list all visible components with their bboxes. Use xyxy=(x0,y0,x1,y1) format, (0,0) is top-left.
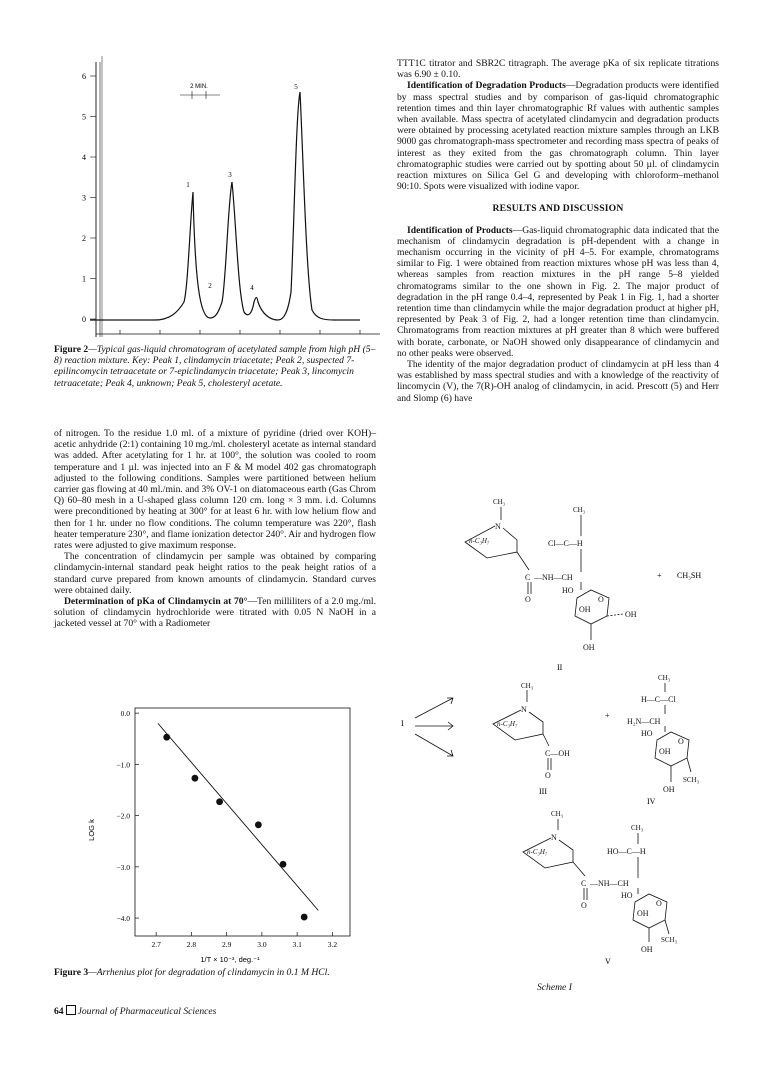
svg-text:n-C₃H₇: n-C₃H₇ xyxy=(527,848,548,856)
svg-text:CH₃: CH₃ xyxy=(573,506,586,514)
svg-text:—NH—CH: —NH—CH xyxy=(534,573,573,582)
y-tick-label: 4 xyxy=(82,153,86,162)
svg-text:HO: HO xyxy=(621,891,633,900)
svg-text:CH₃: CH₃ xyxy=(631,824,644,832)
svg-text:OH: OH xyxy=(663,785,675,794)
y-tick-label: −2.0 xyxy=(116,811,130,821)
data-point xyxy=(216,798,223,805)
plus-sign-2: + xyxy=(605,711,610,720)
data-point xyxy=(163,734,170,741)
data-point xyxy=(192,775,199,782)
svg-text:HO—C—H: HO—C—H xyxy=(607,847,646,856)
peak-label: 5 xyxy=(294,83,298,91)
figure3-arrhenius-plot xyxy=(80,700,370,965)
page-number: 64 xyxy=(54,1006,64,1017)
svg-text:OH: OH xyxy=(625,610,637,619)
svg-text:n-C₃H₇: n-C₃H₇ xyxy=(469,537,490,545)
svg-text:H₂N—CH: H₂N—CH xyxy=(627,717,661,726)
svg-text:OH: OH xyxy=(637,909,649,918)
scheme-caption: Scheme I xyxy=(537,982,572,993)
data-point xyxy=(255,821,262,828)
y-tick-label: 0.0 xyxy=(120,709,130,719)
svg-text:—NH—CH: —NH—CH xyxy=(590,879,629,888)
methods-paragraph-2: The concentration of clindamycin per sample was obtained by comparing clindamycin-internal standard peak height ratios to the peak height ratios of a standard curve prepared from known amounts of clindamycin. Standard curves were obtained daily. xyxy=(54,551,376,596)
scheme-1-structures xyxy=(395,490,725,1000)
svg-text:OH: OH xyxy=(659,747,671,756)
time-scale-marker xyxy=(180,84,220,99)
identification-heading: Identification of Degradation Products xyxy=(407,80,566,92)
svg-text:N: N xyxy=(521,705,527,714)
label-III: III xyxy=(539,787,547,796)
svg-text:O: O xyxy=(598,595,604,604)
svg-text:Cl—C—H: Cl—C—H xyxy=(548,539,583,548)
scale-label: 2 MIN. xyxy=(190,84,208,90)
svg-text:C: C xyxy=(525,573,531,582)
methanethiol-label: CH₃SH xyxy=(677,571,702,580)
svg-text:O: O xyxy=(581,901,587,910)
figure2-caption: Figure 2—Typical gas-liquid chromatogram of acetylated sample from high pH (5–8) reaction mixture. Key: Peak 1, clindamycin triacetate; Peak 2, suspected 7-epilincomycin tetraacetate or 7-epiclindamycin triacetate; Peak 3, lincomycin tetraacetate; Peak 4, unknown; Peak 5, cholesteryl acetate. xyxy=(54,344,376,389)
svg-text:SCH₃: SCH₃ xyxy=(661,936,678,944)
svg-text:HO: HO xyxy=(641,729,653,738)
products-heading: Identification of Products xyxy=(407,224,513,236)
structure-II xyxy=(465,498,637,652)
svg-text:C—OH: C—OH xyxy=(545,749,570,758)
x-tick-label: 2.9 xyxy=(221,940,232,949)
page-footer xyxy=(54,1005,216,1017)
x-tick-label: 2.8 xyxy=(186,940,197,949)
journal-name: Journal of Pharmaceutical Sciences xyxy=(77,1006,217,1017)
reaction-arrows xyxy=(415,698,453,756)
svg-text:OH: OH xyxy=(641,945,653,954)
figure3-caption: Figure 3—Arrhenius plot for degradation of clindamycin in 0.1 M HCl. xyxy=(54,967,330,978)
label-II: II xyxy=(557,663,563,672)
svg-text:SCH₃: SCH₃ xyxy=(683,776,700,784)
y-axis-label: LOG k xyxy=(87,819,96,841)
y-tick-label: −3.0 xyxy=(116,862,130,872)
x-tick-label: 3.0 xyxy=(257,940,267,949)
data-point xyxy=(280,861,287,868)
svg-text:H—C—Cl: H—C—Cl xyxy=(641,695,676,704)
data-point xyxy=(301,914,308,921)
chromatogram-trace xyxy=(90,92,360,320)
right-column-text: TTT1C titrator and SBR2C titragraph. The average pKa of six replicate titrations was 6.90 ± 0.10. Identification of Degradation Products—Degradation products were identified by mass spectral studies and by comparison of gas-liquid chromatographic retention times and thin layer chromatographic Rf values with authentic samples when available. Mass spectra of acetylated clindamycin and degradation products were obtained by processing acetylated reaction mixture samples through an LKB 9000 gas chromatograph-mass spectrometer and recording mass spectra of peaks of interest as they exited from the gas chromatograph column. Thin layer chromatographic studies were carried out by spotting about 50 µl. of clindamycin reaction mixtures on Silica Gel G and developing with chloroform–methanol 90:10. Spots were visualized with iodine vapor. RESULTS AND DISCUSSION Identification of Products—Gas-liquid chromatographic data indicated that the mechanism of clindamycin degradation is pH-dependent with a change in mechanism occurring in the vicinity of pH 4–5. For example, chromatograms similar to Fig. 1 were obtained from reaction mixtures whose pH was less than 4, whereas samples from reaction mixtures in the pH range 5–8 yielded chromatograms similar to the one shown in Fig. 2. The major product of degradation in the pH range 0.4–4, represented by Peak 1 in Fig. 1, had a shorter retention time than clindamycin while the major degradation product at higher pH, represented by Peak 3 of Fig. 2, had a longer retention time than clindamycin. Chromatograms from reaction mixtures at pH greater than 8 which were buffered with borate, carbonate, or NaOH showed only disappearance of clindamycin and no other peaks were observed. The identity of the major degradation product of clindamycin at pH less than 4 was established by mass spectral studies and with a knowledge of the reactivity of lincomycin (V), the 7(R)-OH analog of clindamycin, in acid. Prescott (5) and Herr and Slomp (6) have xyxy=(397,58,719,404)
pka-text: —Ten milliliters of a 2.0 mg./ml. solution of clindamycin hydrochloride were titrated with 0.05 N NaOH in a jacketed vessel at 70° with a Radiometer xyxy=(54,596,376,630)
label-I: I xyxy=(401,719,404,728)
titration-text: TTT1C titrator and SBR2C titragraph. The average pKa of six replicate titrations was 6.90 ± 0.10. xyxy=(397,58,719,81)
label-IV: IV xyxy=(647,797,656,806)
y-tick-label: 2 xyxy=(82,234,86,243)
svg-text:O: O xyxy=(545,771,551,780)
svg-text:N: N xyxy=(495,522,501,531)
results-paragraph-2: The identity of the major degradation product of clindamycin at pH less than 4 was established by mass spectral studies and with a knowledge of the reactivity of lincomycin (V), the 7(R)-OH analog of clindamycin, in acid. Prescott (5) and Herr and Slomp (6) have xyxy=(397,359,719,404)
svg-text:n-C₃H₇: n-C₃H₇ xyxy=(497,720,518,728)
label-V: V xyxy=(605,957,611,966)
x-tick-label: 2.7 xyxy=(151,940,161,949)
y-tick-label: 6 xyxy=(82,72,86,81)
pka-heading: Determination of pKa of Clindamycin at 70° xyxy=(64,596,248,608)
y-tick-label: −1.0 xyxy=(116,760,130,770)
regression-line xyxy=(158,723,318,910)
peak-label: 3 xyxy=(228,171,232,179)
methods-paragraph-1: of nitrogen. To the residue 1.0 ml. of a mixture of pyridine (dried over KOH)–acetic anhydride (2:1) containing 10 mg./ml. cholesteryl acetate as internal standard was added. After acetylating for 1 hr. at 100°, the solution was cooled to room temperature and 1 µl. was injected into an F & M model 402 gas chromatograph adjusted to the following conditions. Samples were partitioned between helium carrier gas flowing at 40 ml./min. and 3% OV-1 on diatomaceous earth (Gas Chrom Q) 60–80 mesh in a U-shaped glass column 120 cm. long × 3 mm. i.d. Columns were preconditioned by heating at 300° for at least 6 hr. with low helium flow and then for 1 hr. under no flow conditions. The column temperature was 220°, flash heater temperature 230°, and flame ionization detector 240°. Air and hydrogen flow rates were adjusted to give maximum response. xyxy=(54,428,376,552)
structure-III xyxy=(493,682,570,780)
peak-label: 2 xyxy=(208,282,212,290)
square-icon xyxy=(66,1005,76,1015)
svg-text:CH₃: CH₃ xyxy=(521,682,534,690)
svg-text:O: O xyxy=(678,737,684,746)
peak-label: 4 xyxy=(250,284,254,292)
svg-text:N: N xyxy=(551,833,557,842)
figure2-chromatogram xyxy=(60,52,380,342)
results-heading: RESULTS AND DISCUSSION xyxy=(492,203,624,215)
svg-text:CH₃: CH₃ xyxy=(658,674,671,682)
x-tick-label: 3.1 xyxy=(292,940,302,949)
structure-V xyxy=(523,810,678,954)
svg-text:CH₃: CH₃ xyxy=(551,810,564,818)
svg-text:OH: OH xyxy=(583,643,595,652)
x-tick-label: 3.2 xyxy=(327,940,338,949)
svg-text:O: O xyxy=(525,595,531,604)
y-tick-label: 0 xyxy=(82,315,86,324)
structure-IV xyxy=(627,674,700,794)
y-tick-label: 1 xyxy=(82,274,86,284)
svg-text:C: C xyxy=(581,879,587,888)
y-tick-label: −4.0 xyxy=(116,914,130,924)
svg-text:O: O xyxy=(656,899,662,908)
x-axis-label: 1/T × 10⁻³, deg.⁻¹ xyxy=(200,955,260,964)
svg-text:CH₃: CH₃ xyxy=(493,498,506,506)
left-column-text xyxy=(54,428,376,630)
y-tick-label: 3 xyxy=(82,193,86,203)
y-tick-label: 5 xyxy=(82,112,86,122)
plus-sign: + xyxy=(657,571,662,580)
svg-text:OH: OH xyxy=(579,605,591,614)
peak-label: 1 xyxy=(186,181,190,189)
svg-text:HO: HO xyxy=(562,586,574,595)
